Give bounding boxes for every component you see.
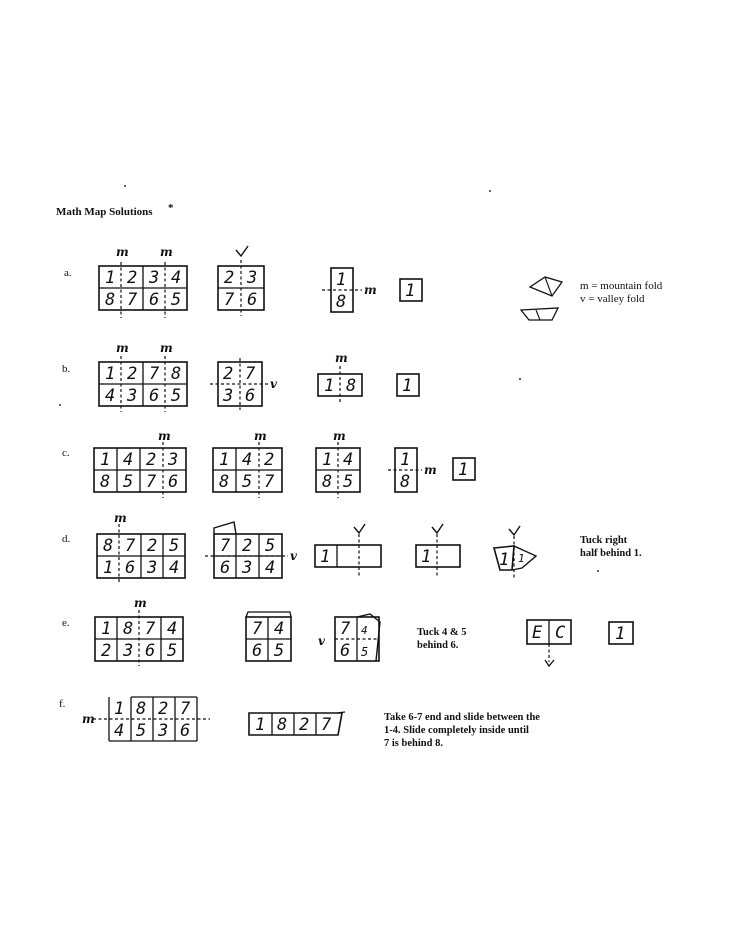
row-c: [62, 429, 475, 498]
instruction-text: 1-4. Slide completely inside until: [384, 725, 529, 736]
final-square: [453, 458, 475, 480]
cell: 6: [125, 558, 136, 578]
map-grid: [99, 341, 187, 412]
cell: 7: [145, 619, 156, 639]
cell: 1: [101, 619, 112, 639]
cell: 6: [340, 641, 351, 661]
cell: 5: [265, 536, 276, 556]
title-asterisk: *: [168, 202, 174, 214]
cell: 5: [242, 472, 253, 492]
cell: 2: [101, 641, 112, 661]
cell: 6: [252, 641, 263, 661]
fold-mark: m: [160, 245, 173, 259]
fold-mark: m: [82, 712, 95, 726]
cell: 4: [361, 624, 368, 637]
cell: 1: [255, 715, 266, 735]
map-grid: [318, 351, 362, 404]
cell: C: [555, 623, 566, 643]
cell: E: [532, 623, 543, 643]
mountain-fold-icon: [530, 277, 562, 296]
instruction-text: half behind 1.: [580, 548, 642, 559]
cell: 7: [146, 472, 157, 492]
cell: 1: [336, 270, 347, 290]
legend-valley: v = valley fold: [580, 293, 645, 305]
cell: 8: [400, 472, 411, 492]
cell: 5: [136, 721, 147, 741]
cell: 7: [224, 290, 235, 310]
cell: 7: [125, 536, 136, 556]
cell: 4: [105, 386, 116, 406]
cell: 3: [223, 386, 234, 406]
fold-mark: m: [116, 341, 129, 355]
valley-mark-icon: [236, 246, 248, 256]
cell: 2: [158, 699, 169, 719]
fold-mark: m: [364, 283, 377, 297]
cell: 1: [499, 550, 510, 570]
instruction-text: Take 6-7 end and slide between the: [384, 712, 540, 723]
cell: 8: [346, 376, 357, 396]
cell: 2: [127, 268, 138, 288]
flap-icon: [214, 522, 236, 534]
fold-mark: m: [158, 429, 171, 443]
valley-mark-icon: [509, 526, 520, 535]
valley-mark-icon: [354, 524, 365, 533]
fold-mark: m: [134, 596, 147, 610]
row-label: d.: [62, 533, 71, 545]
cell: 4: [114, 721, 125, 741]
row-label: f.: [59, 698, 66, 710]
map-grid: [246, 612, 291, 661]
cell: 6: [245, 386, 256, 406]
cell: 1: [103, 558, 114, 578]
map-strip: [416, 524, 460, 576]
cell: 8: [336, 292, 347, 312]
cell: 2: [299, 715, 310, 735]
cell: 6: [168, 472, 179, 492]
scan-speck: [597, 570, 599, 572]
row-label: a.: [64, 267, 72, 279]
cell: 1: [219, 450, 230, 470]
fold-mark: v: [270, 377, 277, 391]
cell: 3: [123, 641, 134, 661]
cell: 1: [615, 624, 626, 644]
cell: 3: [242, 558, 253, 578]
cell: 5: [171, 290, 182, 310]
valley-mark-icon: [432, 524, 443, 533]
map-grid: [218, 246, 264, 316]
final-square: [609, 622, 633, 644]
cell: 4: [343, 450, 354, 470]
cell: 6: [247, 290, 258, 310]
cell: 6: [149, 290, 160, 310]
cell: 2: [223, 364, 234, 384]
map-grid: [210, 358, 278, 410]
map-strip: [315, 524, 381, 576]
cell: 5: [167, 641, 178, 661]
map-grid: [388, 448, 437, 492]
cell: 1: [320, 547, 331, 567]
scan-speck: [124, 185, 126, 187]
cell: 7: [220, 536, 231, 556]
fold-mark: m: [254, 429, 267, 443]
cell: 6: [145, 641, 156, 661]
fold-mark: v: [318, 634, 325, 648]
cell: 1: [100, 450, 111, 470]
cell: 4: [274, 619, 285, 639]
cell: 1: [458, 460, 469, 480]
row-label: b.: [62, 363, 71, 375]
valley-fold-icon: [521, 308, 558, 320]
cell: 8: [105, 290, 116, 310]
cell: 6: [149, 386, 160, 406]
cell: 7: [149, 364, 160, 384]
cell: 5: [274, 641, 285, 661]
row-a: [64, 245, 422, 318]
instruction-text: Tuck 4 & 5: [417, 627, 467, 638]
map-grid: [213, 429, 282, 498]
cell: 8: [171, 364, 182, 384]
cell: 3: [147, 558, 158, 578]
map-grid: [97, 511, 185, 584]
cell: 8: [277, 715, 288, 735]
page-title: Math Map Solutions: [56, 206, 153, 218]
map-grid: [322, 268, 377, 312]
scan-speck: [59, 404, 61, 406]
scan-speck: [519, 378, 521, 380]
cell: 1: [105, 268, 116, 288]
cell: 8: [123, 619, 134, 639]
fold-mark: m: [114, 511, 127, 525]
row-d: [62, 511, 642, 584]
cell: 1: [400, 450, 411, 470]
row-label: c.: [62, 447, 70, 459]
map-grid: [95, 596, 183, 666]
map-grid: [316, 429, 360, 498]
map-strip: [249, 712, 345, 735]
cell: 1: [105, 364, 116, 384]
cell: 8: [219, 472, 230, 492]
cell: 7: [127, 290, 138, 310]
cell: 5: [169, 536, 180, 556]
row-f: [59, 697, 540, 749]
map-grid: [318, 614, 380, 661]
map-grid: [99, 245, 187, 318]
cell: 7: [252, 619, 263, 639]
fold-mark: m: [335, 351, 348, 365]
instruction-text: 7 is behind 8.: [384, 738, 443, 749]
cell: 8: [100, 472, 111, 492]
cell: 3: [149, 268, 160, 288]
cell: 4: [242, 450, 253, 470]
cell: 3: [168, 450, 179, 470]
cell: 3: [158, 721, 169, 741]
cell: 6: [180, 721, 191, 741]
cell: 2: [146, 450, 157, 470]
cell: 7: [321, 715, 332, 735]
cell: 4: [169, 558, 180, 578]
row-b: [62, 341, 419, 412]
final-square: [400, 279, 422, 301]
cell: 7: [264, 472, 275, 492]
cell: 2: [264, 450, 275, 470]
cell: 1: [405, 281, 416, 301]
fold-mark: v: [290, 549, 297, 563]
fold-mark: m: [424, 463, 437, 477]
instruction-text: Tuck right: [580, 535, 628, 546]
cell: 1: [114, 699, 125, 719]
cell: 8: [136, 699, 147, 719]
scan-speck: [489, 190, 491, 192]
legend-mountain: m = mountain fold: [580, 280, 663, 292]
cell: 4: [123, 450, 134, 470]
cell: 6: [220, 558, 231, 578]
cell: 5: [361, 645, 369, 659]
cell: 1: [324, 376, 335, 396]
final-square: [397, 374, 419, 396]
legend: [521, 277, 663, 320]
map-strip: [527, 620, 571, 666]
cell: 5: [171, 386, 182, 406]
cell: 1: [322, 450, 333, 470]
cell: 4: [265, 558, 276, 578]
cell: 8: [322, 472, 333, 492]
cell: 3: [247, 268, 258, 288]
cell: 7: [180, 699, 191, 719]
map-grid: [82, 697, 210, 741]
fold-mark: m: [333, 429, 346, 443]
folded-tuck-shape: [494, 526, 536, 578]
cell: 7: [245, 364, 256, 384]
cell: 2: [242, 536, 253, 556]
cell: 1: [518, 552, 525, 565]
cell: 2: [147, 536, 158, 556]
map-grid: [205, 522, 298, 578]
cell: 4: [171, 268, 182, 288]
row-e: [62, 596, 633, 666]
instruction-text: behind 6.: [417, 640, 459, 651]
cell: 5: [343, 472, 354, 492]
cell: 2: [224, 268, 235, 288]
fold-mark: m: [116, 245, 129, 259]
cell: 8: [103, 536, 114, 556]
cell: 1: [402, 376, 413, 396]
cell: 4: [167, 619, 178, 639]
cell: 7: [340, 619, 351, 639]
cell: 5: [123, 472, 134, 492]
cell: 3: [127, 386, 138, 406]
row-label: e.: [62, 617, 70, 629]
map-grid: [94, 429, 186, 498]
fold-mark: m: [160, 341, 173, 355]
cell: 1: [421, 547, 432, 567]
cell: 2: [127, 364, 138, 384]
